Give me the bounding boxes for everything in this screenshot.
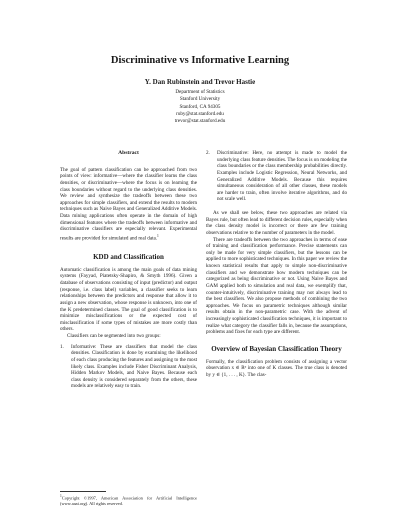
right-paragraph-2: There are tradeoffs between the two approaches in terms of ease of training and classification performance. Precise statements can only be made for very simple classifiers, but the lessons can be applied to more sophisticated techniques. In this paper we review the known statistical results that apply to simple non-discriminative classifiers and we demonstrate how modern techniques can be categorized as being discriminative or not. Using Naive Bayes and GAM applied both to simulation and real data, we exemplify that, counter-intuitively, discriminative training may not always lead to the best classifiers. We also propose methods of combining the two approaches. We focus on parametric techniques although similar results obtain in the non-parametric case. With the advent of increasingly sophisticated classification techniques, it is important to realize what category the classifier falls in, because the assumptions, problems and fixes for each type are different.: [206, 236, 347, 336]
right-paragraph-1: As we shall see below, these two approaches are related via Bayes rule, but often lead to different decision rules, especially when the class density model is incorrect or there are few training observations relative to the number of parameters in the model.: [206, 210, 347, 236]
section-heading-kdd: KDD and Classification: [93, 253, 164, 262]
list-item: [206, 150, 347, 203]
footnote-mark: 1: [60, 494, 62, 498]
section-kdd-paragraph-2: Classifiers can be segmented into two groups:: [67, 333, 161, 340]
paper-title: Discriminative vs Informative Learning: [110, 55, 290, 66]
left-column: [60, 150, 197, 390]
section-bayesian-paragraph-1: Formally, the classification problem consists of assigning a vector observation x ∈ Rᵖ into one of K classes. The true class is denoted by y ∈ {1, . . . , K}. The clas-: [206, 358, 347, 378]
list-item-text: Informative: These are classifiers that model the class densities. Classification is done by examining the likelihood of each class producing the features and assigning to the most likely class. Examples include Fisher Discriminant Analysis, Hidden Markov Models, and Naive Bayes. Because each class density is considered separately from the others, these models are relatively easy to train.: [71, 343, 197, 390]
affiliation-city: Stanford, CA 94305: [179, 103, 221, 110]
abstract-heading: Abstract: [118, 150, 139, 156]
classifier-list-continued: [206, 150, 347, 203]
copyright-footnote: [60, 491, 197, 506]
right-column: [206, 150, 347, 378]
section-kdd-paragraph-1: Automatic classification is among the main goals of data mining systems (Fayyad, Piatetsky-Shapiro, & Smyth 1996). Given a database of observations consisting of input (predictor) and output (response, i.e. class label) variables, a classifier seeks to learn relationships between the predictors and response that allow it to assign a new observation, whose response is unknown, into one of the K predetermined classes. The goal of good classification is to minimize misclassifications or the expected cost of misclassification if some types of mistakes are more costly than others.: [60, 266, 197, 333]
affiliation-department: Department of Statistics: [175, 89, 225, 95]
affiliation-email-1: ruby@stat.stanford.edu: [176, 111, 224, 118]
affiliation-university: Stanford University: [179, 96, 221, 103]
author-affiliation: [0, 89, 400, 126]
list-item-number: 2.: [206, 150, 210, 156]
abstract-footnote-mark: 1: [157, 233, 159, 238]
affiliation-email-2: trevor@stat.stanford.edu: [174, 118, 226, 125]
footnote-rule: [60, 491, 106, 492]
abstract-text: [60, 167, 197, 243]
abstract-body: The goal of pattern classification can be approached from two points of view: informative—where the classifier learns the class densities, or discriminative—where the focus is on learning the class boundaries without regard to the underlying class densities. We review and synthesize the tradeoffs between these two approaches for simple classifiers, and extend the results to modern techniques such as Naive Bayes and Generalized Additive Models. Data mining applications often operate in the domain of high dimensional features where the tradeoffs between informative and discriminative classifiers are especially relevant. Experimental results are provided for simulated and real data.: [60, 166, 197, 242]
list-item: [60, 344, 197, 390]
section-heading-bayesian: Overview of Bayesian Classification Theory: [211, 344, 342, 353]
paper-authors: Y. Dan Rubinstein and Trevor Hastie: [144, 78, 256, 86]
footnote-text: Copyright ©1997, American Association for Artificial Intelligence (www.aaai.org). All rights reserved.: [60, 495, 197, 506]
classifier-list: [60, 344, 197, 390]
list-item-number: 1.: [60, 343, 64, 350]
list-item-text: Discriminative: Here, no attempt is made to model the underlying class feature densities. The focus is on modeling the class boundaries or the class membership probabilities directly. Examples include Logistic Regression, Neural Networks, and Generalized Additive Models. Because this requires simultaneous consideration of all other classes, these models are harder to train, often involve iterative algorithms, and do not scale well.: [217, 150, 347, 203]
